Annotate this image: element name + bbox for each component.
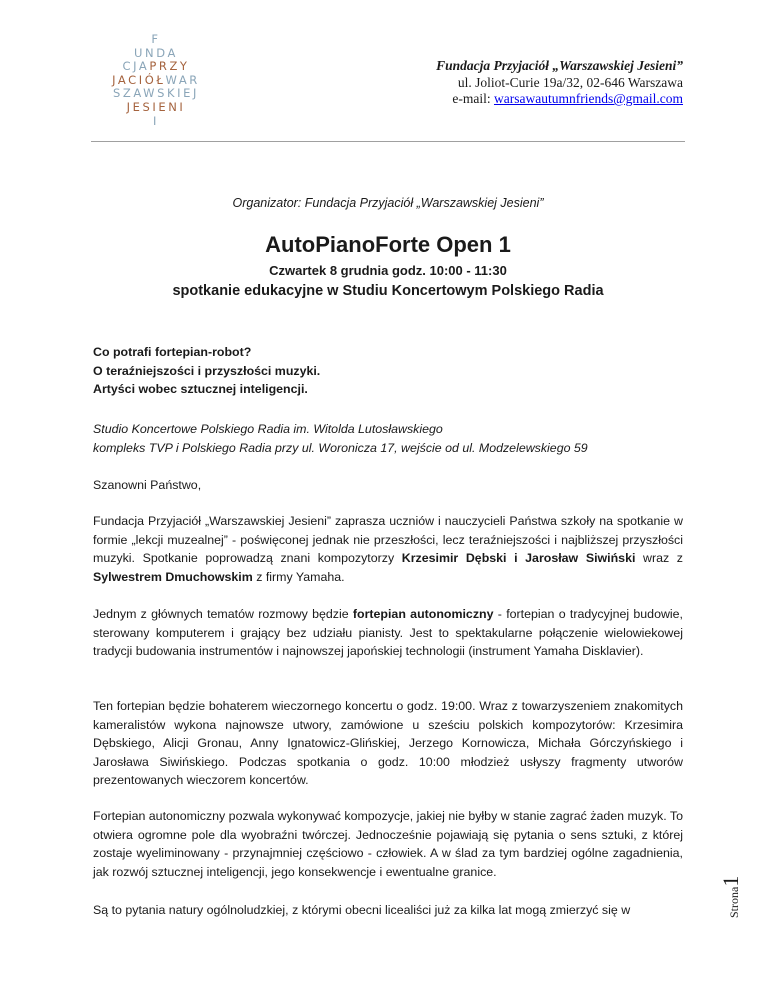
paragraph — [93, 807, 683, 881]
foundation-email — [436, 91, 683, 108]
logo-line — [96, 47, 216, 61]
logo-text: I — [153, 113, 159, 128]
logo-text: F — [151, 32, 161, 46]
questions — [93, 343, 683, 399]
question: Co potrafi fortepian-robot? — [93, 345, 252, 359]
logo-line — [96, 60, 216, 74]
page-title: AutoPianoForte Open 1 — [265, 232, 511, 257]
logo-text: CJA — [122, 59, 150, 74]
bold-text: fortepian autonomiczny — [352, 607, 494, 621]
logo-text: PRZY — [149, 59, 190, 74]
logo-text: JESIENI — [126, 99, 186, 114]
email-link[interactable]: warsawautumnfriends@gmail.com — [493, 91, 683, 106]
question: O teraźniejszości i przyszłości muzyki. — [93, 363, 321, 378]
paragraph-text: Ten fortepian będzie bohaterem wieczornego koncertu o godz. 19:00. Wraz z towarzyszeniem znakomitych kameralistów wykona najnowsze utwory, zamówione u sześciu polskich kompozytorów: Krzesimira Dębskiego, Alicji Gronau, Anny Ignatowicz-Glińskiej, Jerzego Kornowicza, Michała Górczyńskiego i Jarosława Siwińskiego. Podczas spotkania o godz. 10:00 młodzież usłyszy fragmenty utworów prezentowanych wieczorem koncertów. — [93, 699, 683, 788]
letterhead — [436, 58, 683, 108]
paragraph-text: wraz z — [635, 551, 683, 566]
paragraph — [93, 512, 683, 586]
event-subtitle: spotkanie edukacyjne w Studiu Koncertowym Polskiego Radia — [172, 283, 604, 299]
header-divider — [91, 141, 685, 142]
logo-line — [96, 33, 216, 47]
greeting: Szanowni Państwo, — [93, 478, 202, 492]
logo-text: WAR — [165, 72, 200, 87]
paragraph-text: Fundacja Przyjaciół „Warszawskiej Jesieni” zaprasza uczniów i nauczycieli Państwa szkoły na spotkanie w formie „lekcji muzealnej” - poświęconej jednak nie przeszłości, lecz teraźniejszości i najbliższej przyszłości muzyki. Spotkanie poprowadzą znani kompozytorzy — [93, 514, 683, 566]
logo-text: UNDA — [134, 45, 178, 60]
paragraph-text: - fortepian o tradycyjnej budowie, sterowany komputerem i grający bez udziału pianisty. Jest to spektakularne połączenie wielowiekowej tradycji budowania instrumentów i najnowszej japońskiej technologii (instrument Yamaha Disklavier). — [93, 607, 683, 659]
foundation-name: Fundacja Przyjaciół „Warszawskiej Jesieni” — [436, 58, 683, 73]
logo-line — [96, 101, 216, 115]
paragraph — [93, 901, 683, 920]
page-number-value: 1 — [718, 875, 743, 887]
page-label: Strona — [727, 886, 741, 918]
email-label: e-mail: — [452, 91, 494, 106]
logo-line — [96, 115, 216, 129]
logo-text: JACIÓŁ — [112, 72, 166, 87]
paragraph — [93, 605, 683, 661]
event-date: Czwartek 8 grudnia godz. 10:00 - 11:30 — [269, 263, 507, 278]
paragraph-text: z firmy Yamaha. — [252, 569, 345, 584]
bold-text: Sylwestrem Dmuchowskim — [93, 569, 253, 584]
page-number — [718, 858, 743, 918]
logo-line — [96, 87, 216, 101]
question: Artyści wobec sztucznej inteligencji. — [93, 382, 308, 397]
bold-text: Krzesimir Dębski i Jarosław Siwiński — [401, 551, 636, 566]
foundation-logo — [96, 33, 216, 128]
venue-address: kompleks TVP i Polskiego Radia przy ul. Woronicza 17, wejście od ul. Modzelewskiego 59 — [93, 440, 588, 455]
organizer-line: Organizator: Fundacja Przyjaciół „Warszawskiej Jesieni” — [232, 196, 544, 210]
paragraph-text: Fortepian autonomiczny pozwala wykonywać kompozycje, jakiej nie byłby w stanie zagrać żaden muzyk. To otwiera ogromne pole dla wyobraźni twórczej. Jednocześnie pojawiają się pytania o sens sztuki, z której zostaje wyeliminowany - przynajmniej częściowo - człowiek. A w ślad za tym bardziej ogólne zagadnienia, jak rozwój sztucznej inteligencji, jego konsekwencje i ewentualne granice. — [93, 809, 683, 879]
paragraph-text: Jednym z głównych tematów rozmowy będzie — [93, 607, 353, 621]
foundation-address: ul. Joliot-Curie 19a/32, 02-646 Warszawa — [457, 74, 683, 90]
venue — [93, 420, 683, 457]
paragraph-text: Są to pytania natury ogólnoludzkiej, z którymi obecni licealiści już za kilka lat mogą zmierzyć się w — [93, 903, 631, 917]
logo-text: SZAWSKIEJ — [112, 86, 200, 101]
logo-line — [96, 74, 216, 88]
venue-name: Studio Koncertowe Polskiego Radia im. Witolda Lutosławskiego — [93, 422, 443, 436]
paragraph — [93, 697, 683, 790]
